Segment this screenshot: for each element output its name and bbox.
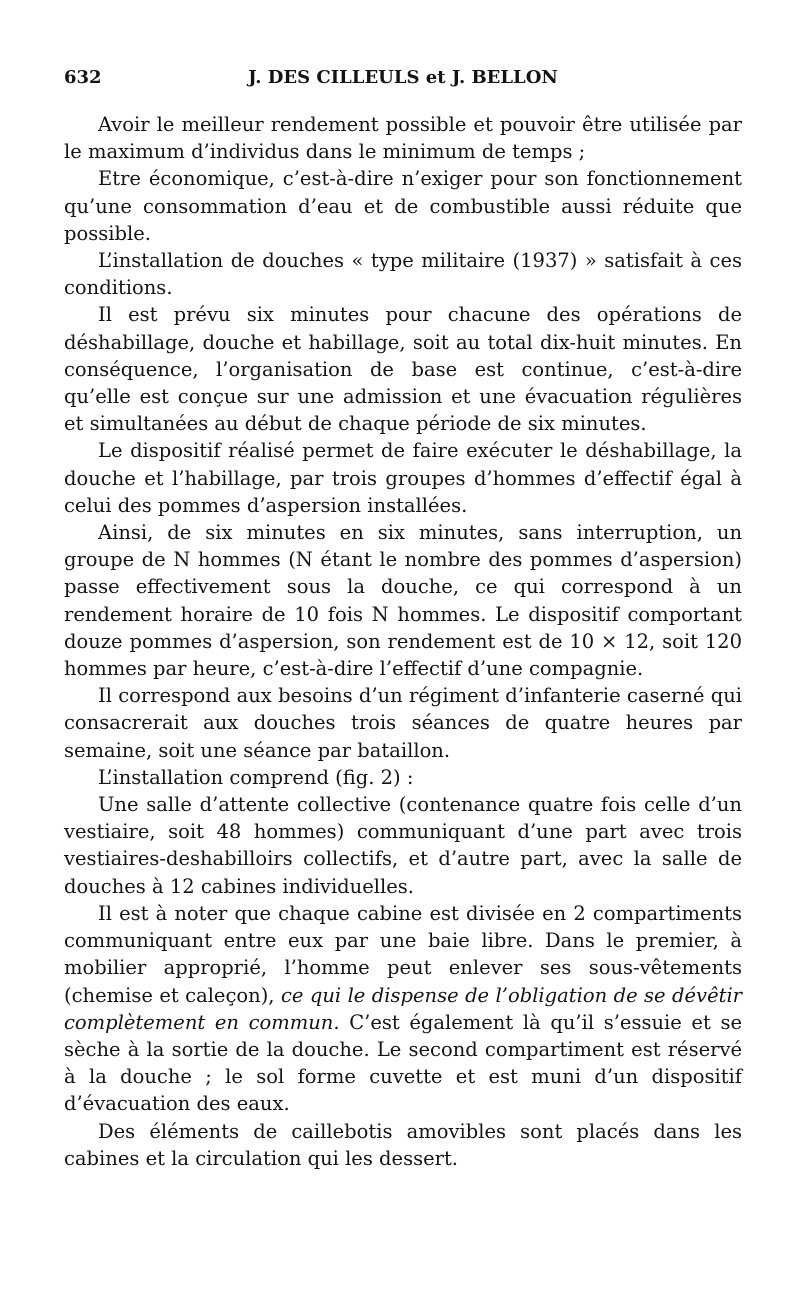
paragraph: Le dispositif réalisé permet de faire exécuter le déshabillage, la douche et l’habillage, par trois groupes d’hommes d’effectif égal à celui des pommes d’aspersion installées. xyxy=(64,439,742,517)
paragraph-text: Il est à noter que chaque cabine est divisée en 2 compartiments communiquant entre eux par une baie libre. Dans le premier, à mobilier approprié, l’homme peut enlever ses sous-vêtements (chemise et caleçon), xyxy=(64,901,742,1007)
paragraph: Etre économique, c’est-à-dire n’exiger pour son fonctionnement qu’une consommation d’eau et de combustible aussi réduite que possible. xyxy=(64,167,742,245)
paragraph xyxy=(64,900,742,1118)
paragraph: L’installation de douches « type militaire (1937) » satisfait à ces conditions. xyxy=(64,249,742,300)
paragraph: Il correspond aux besoins d’un régiment d’infanterie caserné qui consacrerait aux douches trois séances de quatre heures par semaine, soit une séance par bataillon. xyxy=(64,684,742,762)
running-head: J. DES CILLEULS et J. BELLON xyxy=(248,67,558,88)
paragraph: Une salle d’attente collective (contenance quatre fois celle d’un vestiaire, soit 48 hommes) communiquant d’une part avec trois vestiaires-deshabilloirs collectifs, et d’autre part, avec la salle de douches à 12 cabines individuelles. xyxy=(64,793,742,898)
paragraph: Avoir le meilleur rendement possible et pouvoir être utilisée par le maximum d’individus dans le minimum de temps ; xyxy=(64,113,742,164)
body-text xyxy=(64,111,742,1172)
page-header xyxy=(64,66,742,90)
paragraph: Ainsi, de six minutes en six minutes, sans interruption, un groupe de N hommes (N étant le nombre des pommes d’aspersion) passe effectivement sous la douche, ce qui correspond à un rendement horaire de 10 fois N hommes. Le dispositif comportant douze pommes d’aspersion, son rendement est de 10 × 12, soit 120 hommes par heure, c’est-à-dire l’effectif d’une compagnie. xyxy=(64,521,742,681)
italic-phrase: ce qui le dispense de l’obligation de se dévêtir complètement en commun. xyxy=(64,983,742,1034)
paragraph: L’installation comprend (fig. 2) : xyxy=(98,765,414,789)
paragraph: Il est prévu six minutes pour chacune des opérations de déshabillage, douche et habillage, soit au total dix-huit minutes. En conséquence, l’organisation de base est continue, c’est-à-dire qu’elle est conçue sur une admission et une évacuation régulières et simultanées au début de chaque période de six minutes. xyxy=(64,303,742,436)
page-number: 632 xyxy=(64,67,102,88)
paragraph: Des éléments de caillebotis amovibles sont placés dans les cabines et la circulation qui les dessert. xyxy=(64,1119,742,1170)
paragraph-text: C’est également là qu’il s’essuie et se sèche à la sortie de la douche. Le second compartiment est réservé à la douche ; le sol forme cuvette et est muni d’un dispositif d’évacuation des eaux. xyxy=(64,1010,742,1116)
